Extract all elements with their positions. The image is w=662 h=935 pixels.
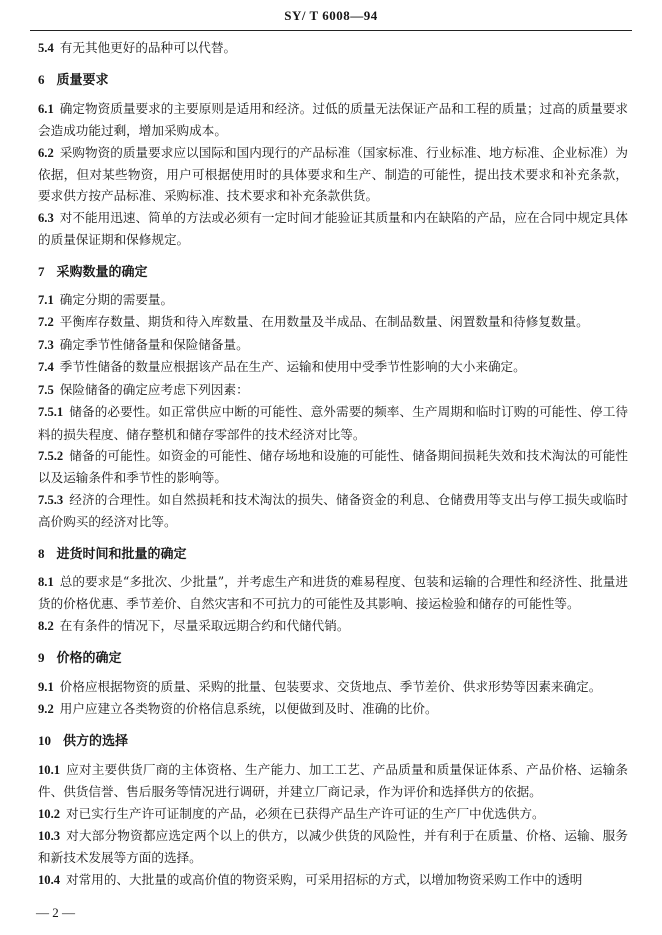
clause-text: 储备的可能性。如资金的可能性、储存场地和设施的可能性、储备期间损耗失效和技术淘汰的可能性以及运输条件和季节性的影响等。 [38,447,628,486]
clause-paragraph [38,401,628,445]
clause-paragraph [38,445,628,489]
section-number: 7 [38,263,45,279]
clause-number: 7.5.3 [38,492,64,507]
section-heading [38,730,628,752]
clause-paragraph [38,615,628,637]
clause-number: 10.3 [38,829,61,843]
section-heading [38,69,628,91]
clause-text: 对常用的、大批量的或高价值的物资采购，可采用招标的方式，以增加物资采购工作中的透明 [66,871,583,887]
clause-paragraph [38,825,628,869]
clause-paragraph [38,334,628,356]
page-number: — 2 — [36,905,75,920]
clause-text: 季节性储备的数量应根据该产品在生产、运输和使用中受季节性影响的大小来确定。 [59,359,526,375]
clause-text: 确定分期的需要量。 [59,292,174,308]
clause-text: 有无其他更好的品种可以代替。 [59,40,237,55]
clause-paragraph [38,356,628,378]
clause-paragraph [38,98,628,142]
clause-text: 应对主要供货厂商的主体资格、生产能力、加工工艺、产品质量和质量保证体系、产品价格、运输条件、供货信誉、售后服务等情况进行调研，并建立厂商记录，作为评价和选择供方的依据。 [38,761,628,800]
clause-number: 10.4 [38,872,61,887]
clause-number: 9.2 [38,701,54,716]
section-number: 8 [38,545,45,561]
clause-paragraph [38,311,628,333]
clause-number: 7.1 [38,293,54,308]
document-body [38,37,628,891]
clause-paragraph [38,676,628,698]
clause-text: 总的要求是“多批次、少批量”，并考虑生产和进货的难易程度、包装和运输的合理性和经济性、批量进货的价格优惠、季节差价、自然灾害和不可抗力的可能性及其影响、接运检验和储存的可能性等。 [38,573,628,612]
clause-paragraph [38,37,628,59]
clause-number: 9.1 [38,679,54,694]
clause-number: 7.2 [38,315,54,330]
clause-text: 对大部分物资都应选定两个以上的供方，以减少供货的风险性，并有利于在质量、价格、运输、服务和新技术发展等方面的选择。 [38,828,628,866]
clause-number: 7.5.2 [38,448,64,463]
page-header: SY/ T 6008—94 [284,8,378,23]
clause-number: 10.2 [38,806,61,821]
clause-text: 确定物资质量要求的主要原则是适用和经济。过低的质量无法保证产品和工程的质量；过高的质量要求会造成功能过剩，增加采购成本。 [38,100,628,139]
clause-text: 确定季节性储备量和保险储备量。 [59,336,249,352]
clause-text: 储备的必要性。如正常供应中断的可能性、意外需要的频率、生产周期和临时订购的可能性、停工待料的损失程度、储存整机和储存零部件的技术经济对比等。 [38,404,628,442]
clause-text: 对已实行生产许可证制度的产品，必须在已获得产品生产许可证的生产厂中优选供方。 [66,805,545,821]
section-title: 进货时间和批量的确定 [56,546,187,562]
section-title: 质量要求 [56,73,109,89]
clause-number: 6.3 [38,210,54,225]
header-rule [30,30,632,31]
clause-text: 对不能用迅速、简单的方法或必须有一定时间才能验证其质量和内在缺陷的产品，应在合同中规定具体的质量保证期和保修规定。 [38,209,628,248]
clause-text: 保险储备的确定应考虑下列因素： [59,381,249,397]
clause-text: 采购物资的质量要求应以国际和国内现行的产品标准（国家标准、行业标准、地方标准、企业标准）为依据，但对某些物资，用户可根据使用时的具体要求和生产、制造的可能性，提出技术要求和补充条款，要求供方按产品标准、采购标准、技术要求和补充条款供货。 [38,144,628,204]
section-number: 9 [38,650,45,666]
clause-number: 10.1 [38,762,61,777]
clause-text: 用户应建立各类物资的价格信息系统，以便做到及时、准确的比价。 [59,700,438,716]
clause-paragraph [38,379,628,401]
clause-paragraph [38,759,628,803]
section-number: 6 [38,72,45,88]
clause-text: 平衡库存数量、期货和待入库数量、在用数量及半成品、在制品数量、闲置数量和待修复数量。 [59,314,589,330]
clause-text: 价格应根据物资的质量、采购的批量、包装要求、交货地点、季节差价、供求形势等因素来确定。 [59,678,602,694]
clause-number: 8.2 [38,618,54,633]
section-title: 采购数量的确定 [56,264,148,280]
clause-text: 经济的合理性。如自然损耗和技术淘汰的损失、储备资金的利息、仓储费用等支出与停工损失或临时高价购买的经济对比等。 [38,491,628,530]
section-number: 10 [38,733,51,749]
section-heading [38,647,628,669]
clause-number: 5.4 [38,41,54,55]
clause-paragraph [38,289,628,311]
clause-number: 6.1 [38,101,54,116]
clause-paragraph [38,698,628,720]
clause-number: 7.5.1 [38,405,64,420]
clause-text: 在有条件的情况下，尽量采取远期合约和代储代销。 [59,617,350,633]
clause-number: 7.5 [38,382,54,397]
section-title: 价格的确定 [56,651,122,667]
clause-number: 7.4 [38,360,54,375]
section-heading [38,261,628,283]
clause-number: 8.1 [38,574,54,589]
section-heading [38,543,628,565]
section-title: 供方的选择 [63,734,129,750]
clause-number: 7.3 [38,337,54,352]
clause-paragraph [38,207,628,251]
clause-number: 6.2 [38,145,54,160]
clause-paragraph [38,803,628,825]
clause-paragraph [38,489,628,533]
clause-paragraph [38,142,628,207]
clause-paragraph [38,571,628,615]
clause-paragraph [38,869,628,891]
